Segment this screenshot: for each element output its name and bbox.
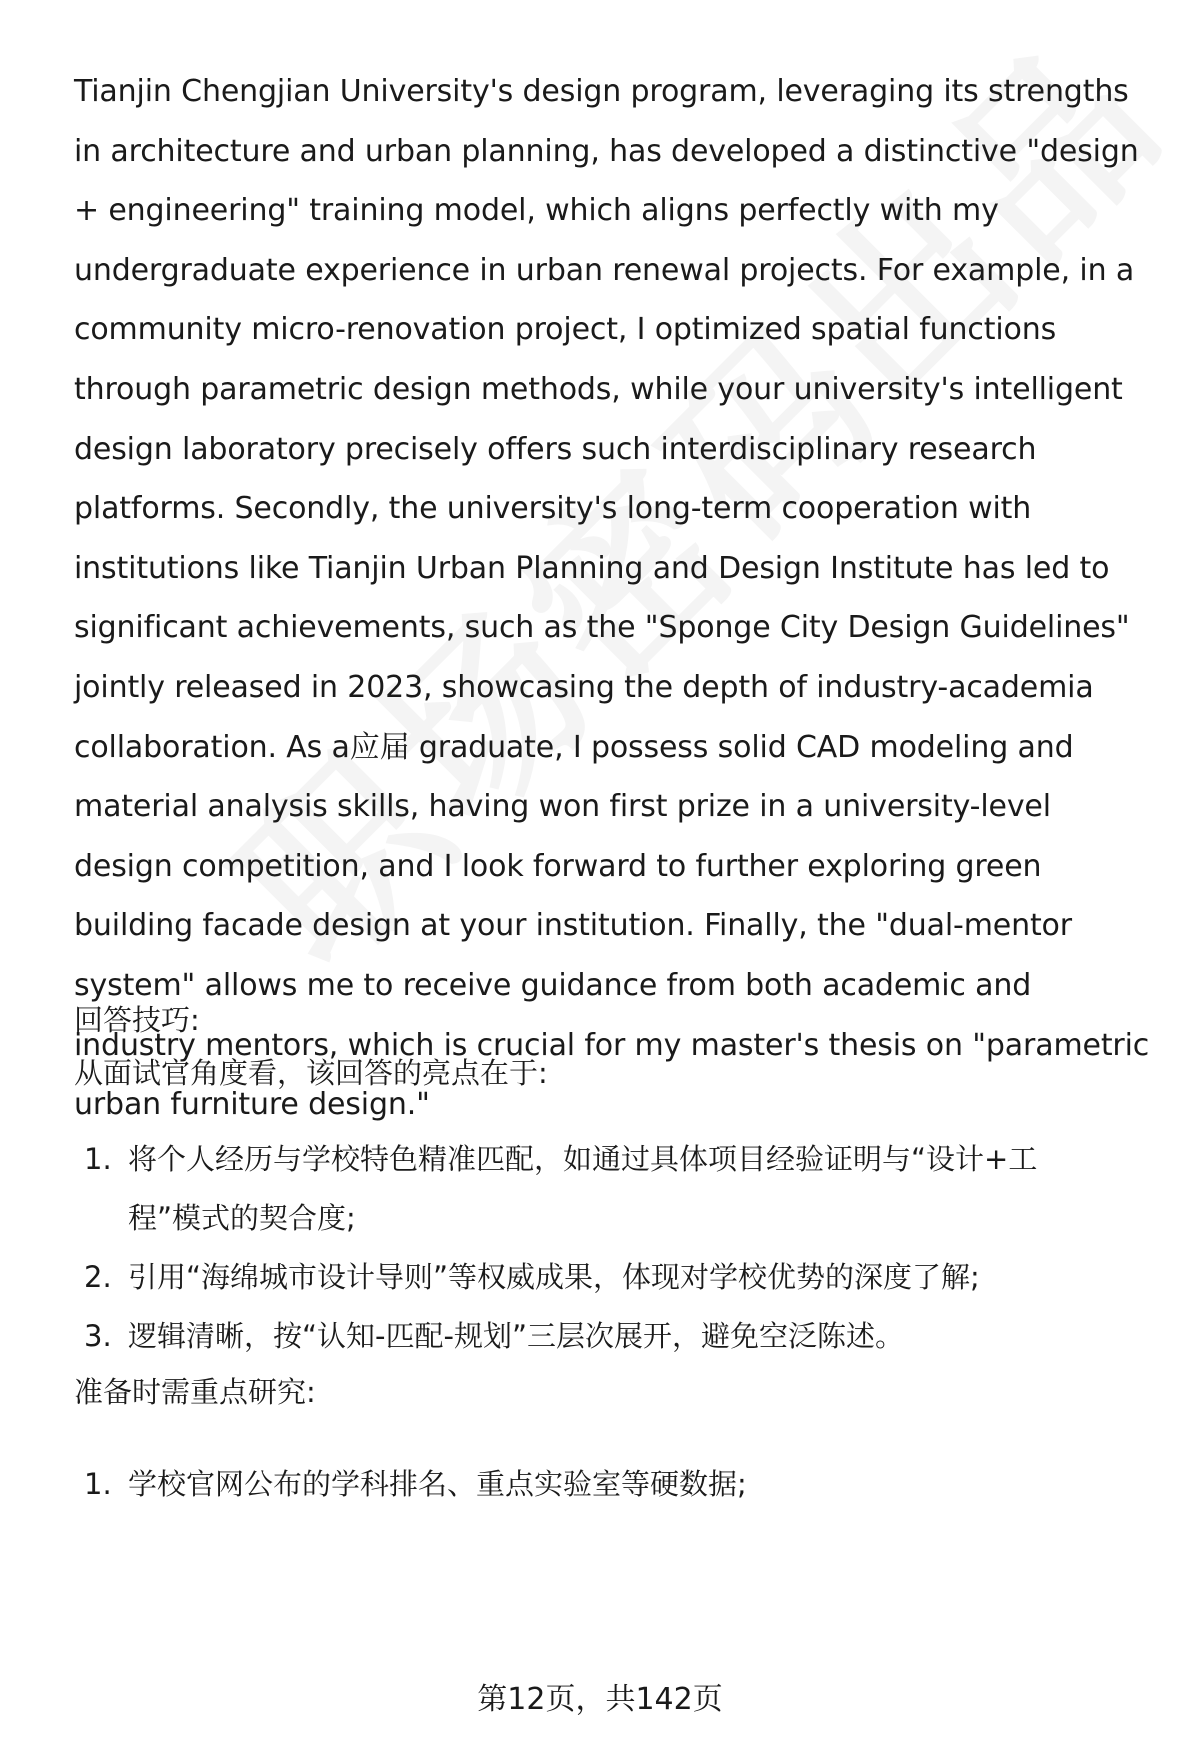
list-number: 1. [84,1142,112,1176]
tips-heading: 回答技巧: [74,1003,200,1037]
list-item [74,1455,1094,1514]
highlights-list [74,1130,1094,1366]
prep-heading: 准备时需重点研究: [74,1375,316,1409]
list-item [74,1248,1094,1307]
answer-paragraph: Tianjin Chengjian University's design program, leveraging its strengths in architecture and urban planning, has developed a distinctive "design + engineering" training model, which aligns perfectly with my undergraduate experience in urban renewal projects. For example, in a community micro-renovation project, I optimized spatial functions through parametric design methods, while your university's intelligent design laboratory precisely offers such interdisciplinary research platforms. Secondly, the university's long-term cooperation with institutions like Tianjin Urban Planning and Design Institute has led to significant achievements, such as the "Sponge City Design Guidelines" jointly released in 2023, showcasing the depth of industry-academia collaboration. As a应届 graduate, I possess solid CAD modeling and material analysis skills, having won first prize in a university-level design competition, and I look forward to further exploring green building facade design at your institution. Finally, the "dual-mentor system" allows me to receive guidance from both academic and industry mentors, which is crucial for my master's thesis on "parametric urban furniture design." [74,74,1150,1123]
list-text: 逻辑清晰，按“认知-匹配-规划”三层次展开，避免空泛陈述。 [128,1319,904,1353]
list-item [74,1130,1094,1248]
list-text: 引用“海绵城市设计导则”等权威成果，体现对学校优势的深度了解; [128,1260,980,1294]
prep-list [74,1455,1094,1514]
list-text: 将个人经历与学校特色精准匹配，如通过具体项目经验证明与“设计+工程”模式的契合度; [128,1142,1038,1235]
page-footer: 第12页，共142页 [477,1682,723,1717]
list-number: 3. [84,1319,112,1353]
highlights-intro: 从面试官角度看，该回答的亮点在于: [74,1056,548,1090]
list-number: 2. [84,1260,112,1294]
list-number: 1. [84,1467,112,1501]
list-text: 学校官网公布的学科排名、重点实验室等硬数据; [128,1467,747,1501]
list-item [74,1307,1094,1366]
